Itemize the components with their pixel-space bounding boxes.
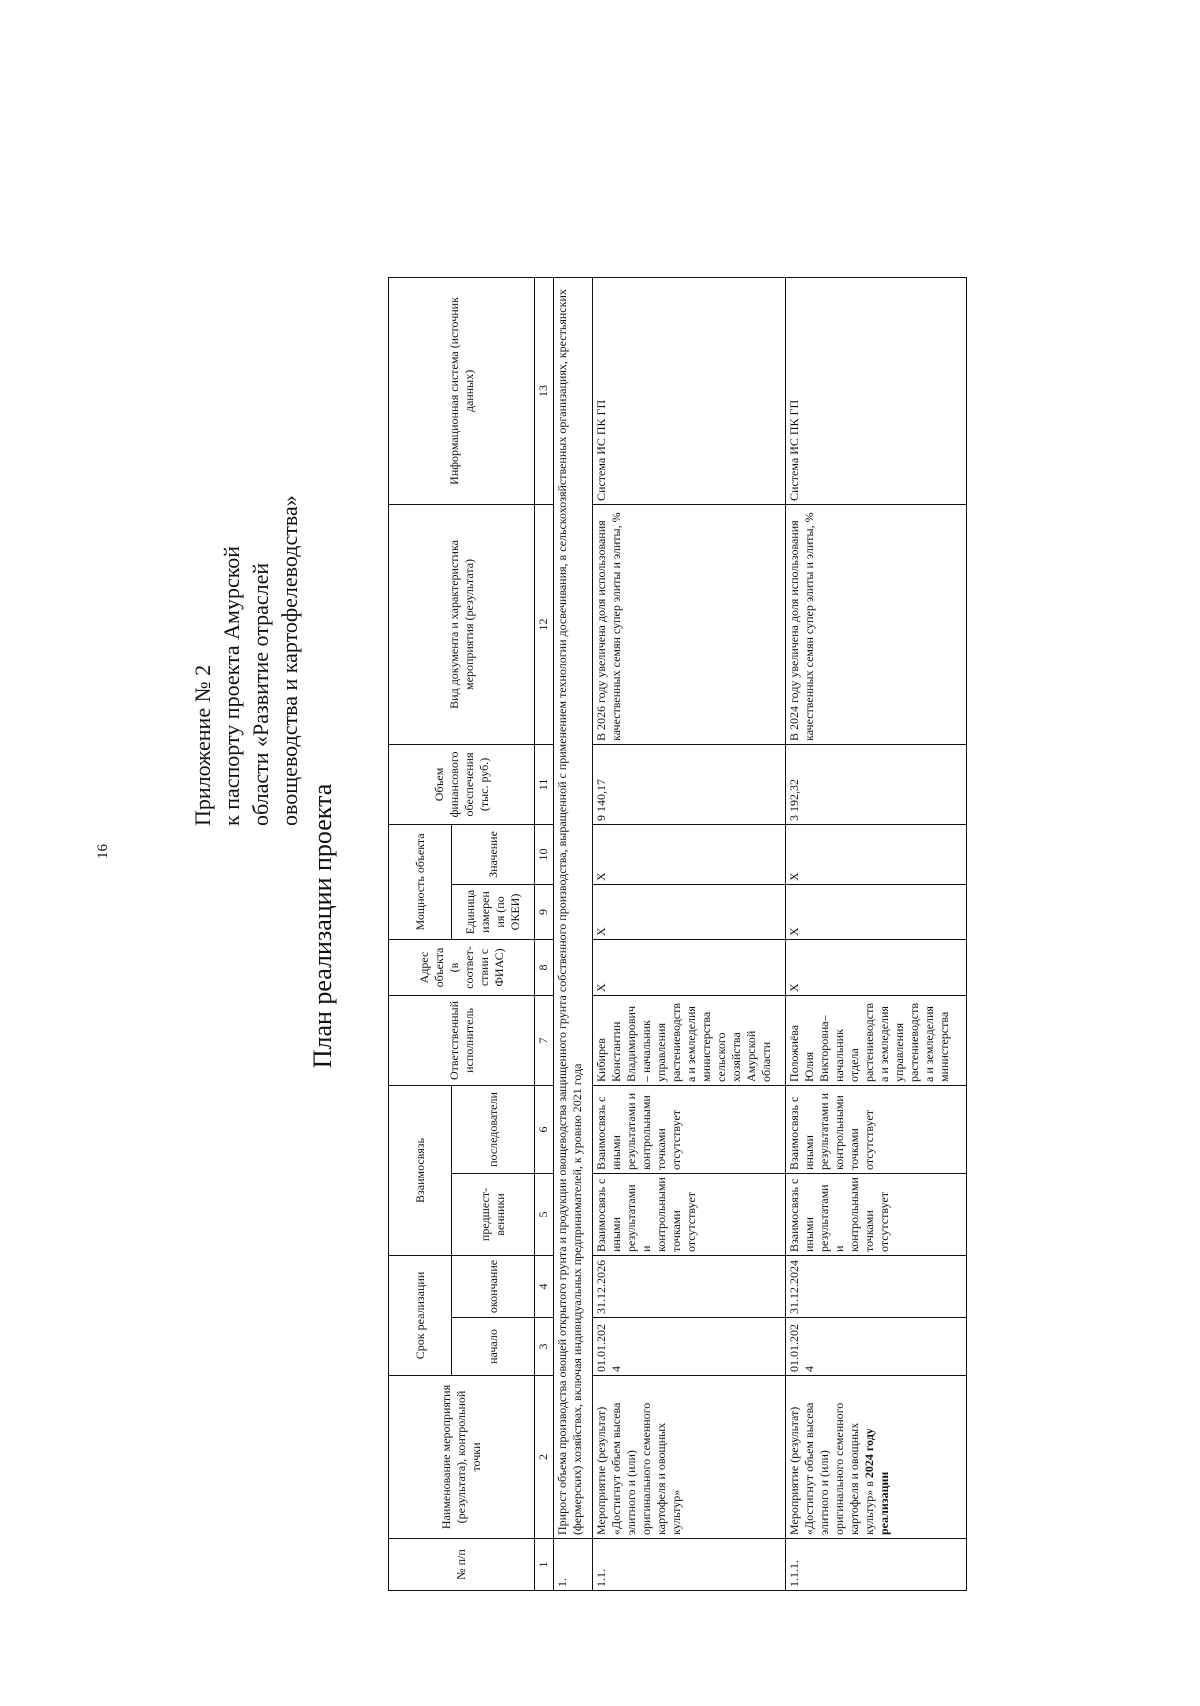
row-succ: Взаимосвязь с иными результатами и контрольными точками отсутствует [786,1085,967,1173]
row-info: Система ИС ПК ГП [786,277,967,504]
col-number: 8 [535,939,554,995]
row-finance: 3 192,32 [786,744,967,824]
appendix-line-1: Приложение № 2 [190,664,215,826]
row-finance: 9 140,17 [593,744,786,824]
header-succ: последователи [452,1085,535,1173]
page-number: 16 [95,844,111,859]
header-name: Наименование мероприятия (результата), контрольной точки [389,1376,535,1539]
header-capacity: Мощность объекта [389,824,452,939]
col-number: 3 [535,1318,554,1376]
col-number: 5 [535,1173,554,1255]
row-num: 1.1.1. [786,1539,967,1591]
appendix-line-3: области «Развитие отраслей [248,562,273,826]
header-period: Срок реализации [389,1255,452,1375]
col-number: 2 [535,1376,554,1539]
col-number: 1 [535,1539,554,1591]
header-resp: Ответственный исполнитель [389,995,535,1085]
row-end: 31.12.2026 [593,1255,786,1317]
section-text: Прирост объема производства овощей открытого грунта и продукции овощеводства защищенного грунта собственного производства, выращенной с применением технологии досвечивания, в сельскохозяйственных организациях, крестьянских (фермерских) хозяйствах, включая индивидуальных предпринимателей, к уровню 2021 года [554,277,593,1538]
header-value: Значение [452,824,535,884]
header-pred: предшест-венники [452,1173,535,1255]
row-succ: Взаимосвязь с иными результатами и контрольными точками отсутствует [593,1085,786,1173]
col-number: 11 [535,744,554,824]
appendix-heading [188,326,304,826]
col-number: 9 [535,884,554,939]
header-num: № п/п [389,1539,535,1591]
row-resp: Кибирев Константин Владимирович – начальник управления растениеводства и земледелия министерства сельского хозяйства Амурской области [593,995,786,1085]
row-value: Х [786,824,967,884]
row-start: 01.01.2024 [593,1318,786,1376]
row-doc: В 2024 году увеличена доля использования качественных семян супер элиты и элиты, % [786,504,967,744]
col-number: 12 [535,504,554,744]
col-number: 6 [535,1085,554,1173]
row-name [786,1376,967,1539]
header-start: начало [452,1318,535,1376]
table-row [593,277,786,1590]
appendix-line-2: к паспорту проекта Амурской [219,545,244,826]
header-link: Взаимосвязь [389,1085,452,1255]
row-unit: Х [786,884,967,939]
plan-title: План реализации проекта [308,783,337,1069]
appendix-line-4: овощеводства и картофелеводства» [277,495,302,826]
row-value: Х [593,824,786,884]
row-end: 31.12.2024 [786,1255,967,1317]
row-start: 01.01.2024 [786,1318,967,1376]
header-finance: Объем финансового обеспечения (тыс. руб.) [389,744,535,824]
header-doc: Вид документа и характеристика мероприятия (результата) [389,504,535,744]
row-pred: Взаимосвязь с иными результатами и контрольными точками отсутствует [593,1173,786,1255]
rotated-page [0,146,1100,1706]
row-name-bold: 2024 году реализации [862,1428,891,1535]
col-number: 10 [535,824,554,884]
header-addr: Адрес объекта (в соответ-ствии с ФИАС) [389,939,535,995]
section-num: 1. [554,1539,593,1591]
table-row [786,277,967,1590]
row-resp: Положиёва Юлия Викторовна– начальник отдела растениеводства и земледелия управления растениеводства и земледелия министерства [786,995,967,1085]
row-addr: Х [593,939,786,995]
row-info: Система ИС ПК ГП [593,277,786,504]
row-num: 1.1. [593,1539,786,1591]
plan-table [388,277,967,1591]
row-pred: Взаимосвязь с иными результатами и контрольными точками отсутствует [786,1173,967,1255]
row-doc: В 2026 году увеличена доля использования качественных семян супер элиты и элиты, % [593,504,786,744]
header-unit: Единица измерения (по ОКЕИ) [452,884,535,939]
row-unit: Х [593,884,786,939]
col-number: 4 [535,1255,554,1317]
row-name: Мероприятие (результат) «Достигнут объем высева элитного и (или) оригинального семенного картофеля и овощных культур» [593,1376,786,1539]
col-number: 7 [535,995,554,1085]
row-name-text: Мероприятие (результат) «Достигнут объем высева элитного и (или) оригинального семенного картофеля и овощных культур» в [787,1402,876,1535]
col-number: 13 [535,277,554,504]
header-info: Информационная система (источник данных) [389,277,535,504]
header-end: окончание [452,1255,535,1317]
row-addr: Х [786,939,967,995]
